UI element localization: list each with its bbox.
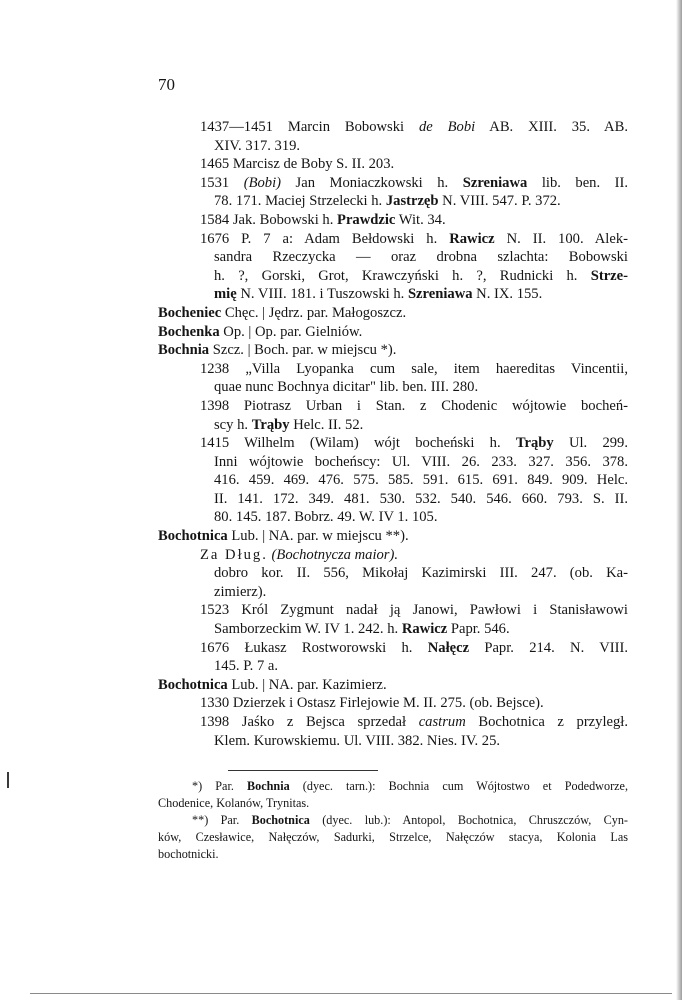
text-run: N. VIII. 547. P. 372. <box>438 193 561 210</box>
text-run: Helc. II. 52. <box>289 416 364 433</box>
footnote-divider <box>228 770 378 771</box>
text-run: Lub. | NA. par. Kazimierz. <box>227 676 387 693</box>
text-line <box>158 267 628 286</box>
text-line <box>158 192 628 211</box>
italic-text: (Bobi) <box>243 174 282 191</box>
entry <box>158 397 628 434</box>
text-run: 1465 Marcisz de Boby S. II. 203. <box>200 156 395 173</box>
text-run: Op. | Op. par. Gielniów. <box>219 323 363 340</box>
text-run: Papr. 214. N. VIII. <box>469 639 629 656</box>
bold-text: Szreniawa <box>407 286 473 303</box>
bold-text: Nałęcz <box>427 639 470 656</box>
text-run: Samborzeckim W. IV 1. 242. h. <box>214 621 402 638</box>
bold-text: Bochnia <box>247 779 290 793</box>
footnote <box>158 812 628 863</box>
bold-text: Bochenka <box>158 323 220 340</box>
entry <box>158 546 628 602</box>
text-run: 78. 171. Maciej Strzelecki h. <box>214 193 386 210</box>
entry <box>158 434 628 527</box>
text-line <box>158 639 628 658</box>
entry <box>158 694 628 713</box>
bold-text: Szreniawa <box>462 174 528 191</box>
text-line <box>158 323 628 342</box>
italic-text: (Bochotnycza maior). <box>271 546 398 563</box>
text-run: quae nunc Bochnya dicitar" lib. ben. III. 280. <box>214 379 479 396</box>
entry <box>158 304 628 323</box>
text-line <box>158 434 628 453</box>
footnote-line <box>158 829 628 846</box>
text-run: *) Par. <box>192 779 248 793</box>
text-run: 1330 Dzierzek i Ostasz Firlejowie M. II. 275. (ob. Bejsce). <box>200 695 544 712</box>
text-run: Wit. 34. <box>395 211 446 228</box>
text-line <box>158 285 628 304</box>
text-line <box>158 304 628 323</box>
text-run: 1437—1451 Marcin Bobowski <box>200 119 419 135</box>
entry <box>158 639 628 676</box>
entry <box>158 211 628 230</box>
footnotes <box>158 778 628 863</box>
text-run: Lub. | NA. par. w miejscu **). <box>227 528 409 545</box>
text-line <box>158 397 628 416</box>
entry <box>158 341 628 360</box>
entry <box>158 323 628 342</box>
text-run: II. 141. 172. 349. 481. 530. 532. 540. 546. 660. 793. S. II. <box>214 490 628 507</box>
text-run: ków, Czesławice, Nałęczów, Sadurki, Strzelce, Nałęczów stacya, Kolonia Las <box>158 830 628 844</box>
text-line <box>158 694 628 713</box>
text-run: 1398 Jaśko z Bejsca sprzedał <box>200 714 419 730</box>
text-run: (dyec. tarn.): Bochnia cum Wójtostwo et Podedworze, <box>289 779 629 793</box>
main-text <box>158 118 628 750</box>
entry <box>158 527 628 546</box>
bold-text: Trąby <box>251 416 290 433</box>
text-run: zimierz). <box>214 583 267 600</box>
page-number: 70 <box>158 75 175 94</box>
text-line <box>158 378 628 397</box>
bold-text: mię <box>214 286 237 303</box>
text-run: 1398 Piotrasz Urban i Stan. z Chodenic wójtowie bocheń- <box>200 397 628 414</box>
text-run: 1531 <box>200 174 244 191</box>
text-run: Papr. 546. <box>447 621 510 638</box>
text-run: Chęc. | Jędrz. par. Małogoszcz. <box>221 304 407 321</box>
text-run: 1415 Wilhelm (Wilam) wójt bocheński h. <box>200 435 516 452</box>
italic-text: de Bobi <box>418 119 476 135</box>
text-run: 1676 Łukasz Rostworowski h. <box>200 639 428 656</box>
bold-text: Jastrzęb <box>385 193 439 210</box>
text-run: 1238 „Villa Lyopanka cum sale, item haereditas Vincentii, <box>200 360 628 377</box>
text-line <box>158 211 628 230</box>
text-line <box>158 137 628 156</box>
bold-text: Rawicz <box>449 230 495 247</box>
scan-edge-shadow <box>676 0 682 1000</box>
entry <box>158 230 628 304</box>
text-line <box>158 453 628 472</box>
text-line <box>158 546 628 565</box>
entry <box>158 360 628 397</box>
bold-text: Trąby <box>515 435 554 452</box>
text-line <box>158 230 628 249</box>
text-line <box>158 732 628 751</box>
text-line <box>158 676 628 695</box>
entry <box>158 174 628 211</box>
footnote-line <box>158 846 628 863</box>
bold-text: Prawdzic <box>337 211 396 228</box>
text-run: scy h. <box>214 416 252 433</box>
text-line <box>158 360 628 379</box>
text-line <box>158 657 628 676</box>
text-run: N. II. 100. Alek- <box>494 230 628 247</box>
text-run: Za Dług. <box>200 546 268 563</box>
text-run: Szcz. | Boch. par. w miejscu *). <box>209 342 397 359</box>
text-run: XIV. 317. 319. <box>214 137 301 154</box>
bold-text: Strze- <box>590 267 628 284</box>
text-line <box>158 248 628 267</box>
text-line <box>158 341 628 360</box>
footnote-line <box>158 778 628 795</box>
text-run: Ul. 299. <box>553 435 628 452</box>
text-line <box>158 471 628 490</box>
text-run: (dyec. lub.): Antopol, Bochotnica, Chruszczów, Cyn- <box>309 813 628 827</box>
scan-mark <box>7 772 9 788</box>
text-run: 1676 P. 7 a: Adam Bełdowski h. <box>200 230 450 247</box>
text-line <box>158 490 628 509</box>
text-line <box>158 174 628 193</box>
text-line <box>158 713 628 732</box>
entry <box>158 601 628 638</box>
text-run: Bochotnica z przyległ. <box>465 714 628 730</box>
text-run: 1523 Król Zygmunt nadał ją Janowi, Pawłowi i Stanisławowi <box>200 602 628 619</box>
text-line <box>158 583 628 602</box>
footnote <box>158 778 628 812</box>
text-run: 145. P. 7 a. <box>214 658 279 675</box>
text-run: N. IX. 155. <box>472 286 543 303</box>
text-run: AB. XIII. 35. AB. <box>475 119 628 135</box>
text-line <box>158 601 628 620</box>
entry <box>158 713 628 750</box>
footnote-line <box>158 812 628 829</box>
text-run: Klem. Kurowskiemu. Ul. VIII. 382. Nies. IV. 25. <box>214 732 501 749</box>
text-run: lib. ben. II. <box>527 174 629 191</box>
bold-text: Bocheniec <box>158 304 222 321</box>
bold-text: Bochotnica <box>158 528 228 545</box>
entry <box>158 676 628 695</box>
text-run: 416. 459. 469. 476. 575. 585. 591. 615. 691. 849. 909. Helc. <box>214 472 628 489</box>
bold-text: Bochotnica <box>158 676 228 693</box>
text-run: sandra Rzeczycka — oraz drobna szlachta: Bobowski <box>214 249 628 266</box>
bold-text: Bochotnica <box>251 813 310 827</box>
text-run: **) Par. <box>192 813 252 827</box>
bold-text: Rawicz <box>401 621 448 638</box>
entry <box>158 118 628 155</box>
text-line <box>158 620 628 639</box>
text-line <box>158 564 628 583</box>
entry <box>158 155 628 174</box>
text-run: Inni wójtowie bocheńscy: Ul. VIII. 26. 233. 327. 356. 378. <box>214 453 628 470</box>
text-run: 1584 Jak. Bobowski h. <box>200 211 338 228</box>
text-run: Jan Moniaczkowski h. <box>281 174 463 191</box>
footnote-line <box>158 795 628 812</box>
bold-text: Bochnia <box>158 342 210 359</box>
text-run: bochotnicki. <box>158 847 219 861</box>
text-run: 80. 145. 187. Bobrz. 49. W. IV 1. 105. <box>214 509 438 526</box>
text-run: dobro kor. II. 556, Mikołaj Kazimirski III. 247. (ob. Ka- <box>214 565 628 582</box>
text-line <box>158 118 628 137</box>
text-line <box>158 155 628 174</box>
text-run: N. VIII. 181. i Tuszowski h. <box>236 286 408 303</box>
text-line <box>158 416 628 435</box>
text-line <box>158 527 628 546</box>
text-run: h. ?, Gorski, Grot, Krawczyński h. ?, Rudnicki h. <box>214 267 591 284</box>
scan-bottom-edge <box>30 993 672 994</box>
italic-text: castrum <box>418 714 466 730</box>
text-run: Chodenice, Kolanów, Trynitas. <box>158 796 310 810</box>
text-line <box>158 508 628 527</box>
